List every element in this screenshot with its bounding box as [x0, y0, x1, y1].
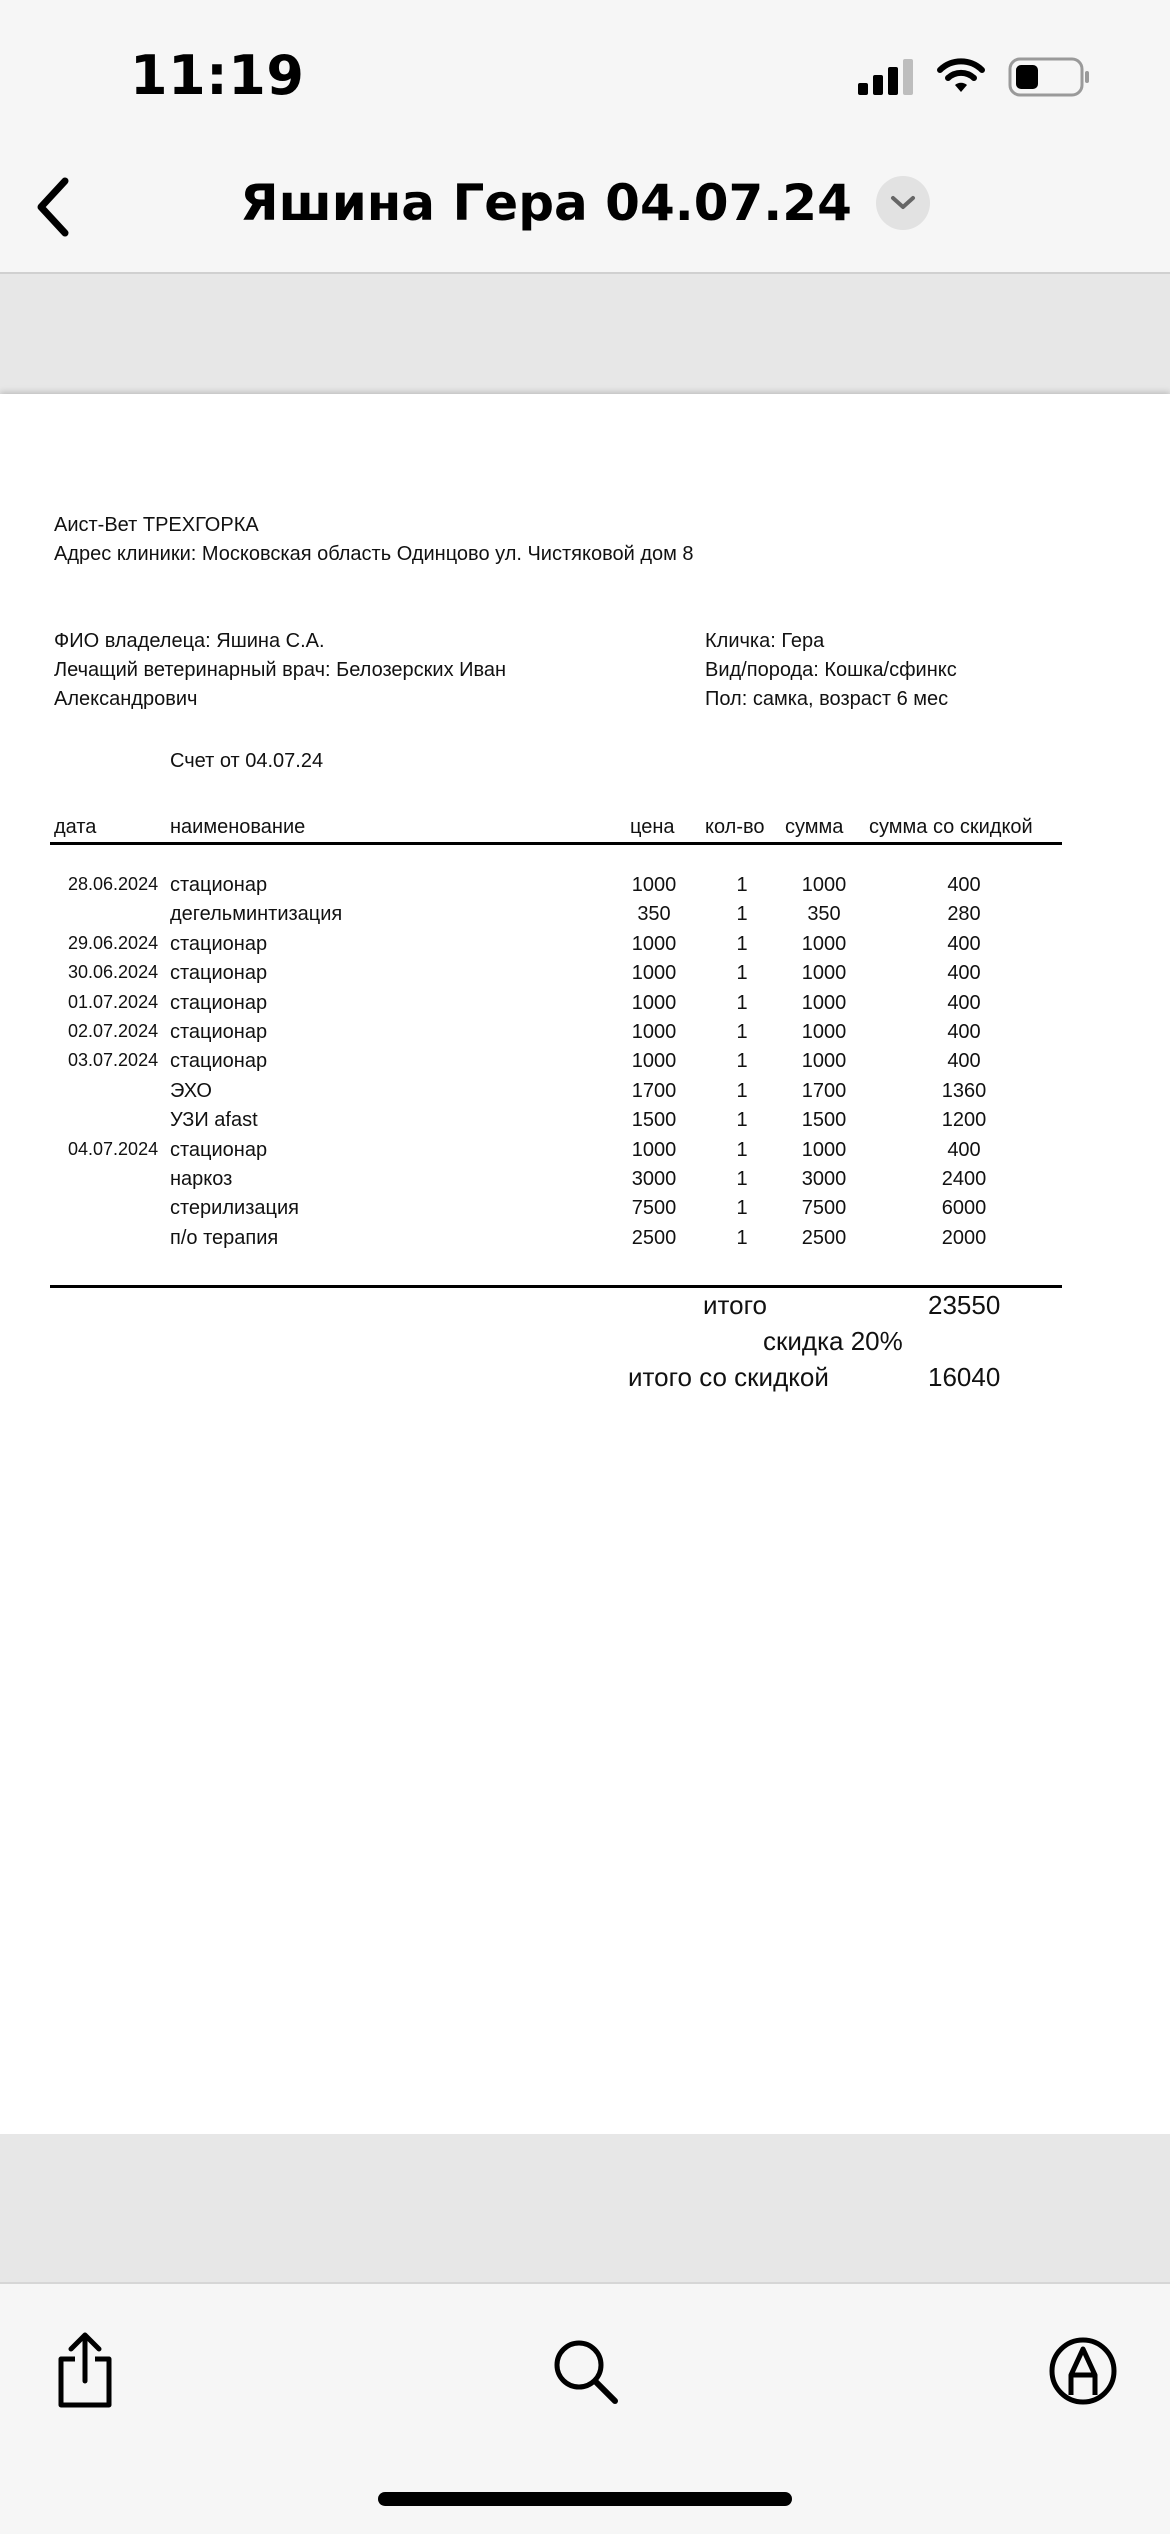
row-name: стационар — [170, 962, 268, 985]
row-qty: 1 — [736, 903, 748, 926]
navigation-bar — [0, 150, 1170, 274]
row-sum: 2500 — [801, 1226, 847, 1249]
row-sum: 1000 — [801, 991, 847, 1014]
row-price: 1000 — [631, 1050, 677, 1073]
bottom-toolbar — [0, 2282, 1170, 2534]
discount-label: скидка 20% — [763, 1326, 903, 1356]
signal-icon — [858, 59, 914, 95]
row-qty: 1 — [736, 962, 748, 985]
row-name: дегельминтизация — [170, 903, 343, 926]
chevron-down-icon — [890, 195, 916, 211]
title-menu-button[interactable] — [876, 176, 930, 230]
row-name: стационар — [170, 1138, 268, 1161]
clinic-address: Адрес клиники: Московская область Одинцово ул. Чистяковой дом 8 — [54, 543, 694, 565]
row-sum-discount: 400 — [947, 1050, 981, 1073]
header-price: цена — [630, 816, 675, 838]
header-divider — [50, 842, 1062, 845]
status-time: 11:19 — [130, 44, 305, 107]
row-sum-discount: 400 — [947, 962, 981, 985]
share-icon — [53, 2331, 117, 2411]
search-icon — [549, 2335, 621, 2407]
row-sum-discount: 400 — [947, 932, 981, 955]
row-name: стационар — [170, 991, 268, 1014]
header-sum-discount: сумма со скидкой — [869, 816, 1033, 838]
row-sum: 7500 — [801, 1197, 847, 1220]
invoice-title: Счет от 04.07.24 — [170, 750, 324, 772]
status-icons — [858, 54, 1090, 100]
row-date: 03.07.2024 — [68, 1050, 159, 1071]
row-name: стерилизация — [170, 1197, 299, 1220]
row-name: стационар — [170, 1021, 268, 1043]
row-sum-discount: 2000 — [941, 1226, 987, 1249]
page-gap-bottom — [0, 2134, 1170, 2282]
row-qty: 1 — [736, 1138, 748, 1161]
row-sum: 1000 — [801, 1050, 847, 1073]
total-value: 23550 — [928, 1290, 1001, 1320]
row-price: 7500 — [631, 1197, 677, 1220]
row-date: 02.07.2024 — [68, 1021, 159, 1041]
home-indicator — [378, 2492, 792, 2506]
status-bar — [0, 0, 1170, 150]
row-price: 2500 — [631, 1226, 677, 1249]
row-qty: 1 — [736, 1050, 748, 1073]
row-name: п/о терапия — [170, 1226, 279, 1249]
clinic-name: Аист-Вет ТРЕХГОРКА — [54, 514, 259, 536]
row-sum-discount: 6000 — [941, 1197, 987, 1220]
pet-name: Кличка: Гера — [705, 630, 825, 652]
pet-sex-age: Пол: самка, возраст 6 мес — [705, 688, 949, 710]
header-qty: кол-во — [705, 816, 765, 838]
row-sum: 1000 — [801, 1021, 847, 1043]
row-sum: 1700 — [801, 1079, 847, 1102]
row-sum-discount: 1360 — [941, 1079, 987, 1102]
row-price: 1500 — [631, 1109, 677, 1132]
row-sum: 1000 — [801, 962, 847, 985]
row-price: 3000 — [631, 1168, 677, 1190]
row-qty: 1 — [736, 1168, 748, 1190]
row-sum: 1000 — [801, 932, 847, 955]
row-price: 1000 — [631, 1138, 677, 1161]
total-discount-value: 16040 — [928, 1362, 1001, 1392]
owner-name: ФИО владелеца: Яшина С.А. — [54, 630, 325, 652]
row-date: 28.06.2024 — [68, 874, 159, 894]
header-sum: сумма — [785, 816, 844, 838]
row-sum: 1000 — [801, 874, 847, 896]
row-date: 30.06.2024 — [68, 962, 159, 983]
row-qty: 1 — [736, 1197, 748, 1220]
row-sum: 350 — [807, 903, 841, 926]
row-name: ЭХО — [170, 1079, 212, 1102]
row-price: 350 — [637, 903, 671, 926]
row-qty: 1 — [736, 932, 748, 955]
search-button[interactable] — [540, 2326, 630, 2416]
row-sum-discount: 2400 — [941, 1168, 987, 1190]
row-name: стационар — [170, 874, 268, 896]
row-qty: 1 — [736, 1079, 748, 1102]
total-label: итого — [703, 1290, 767, 1320]
row-date: 01.07.2024 — [68, 991, 159, 1012]
row-sum-discount: 400 — [947, 874, 981, 896]
document-page[interactable] — [0, 394, 1170, 2134]
doctor-line-1: Лечащий ветеринарный врач: Белозерских Иван — [54, 659, 507, 681]
row-sum-discount: 280 — [947, 903, 981, 926]
row-sum-discount: 400 — [947, 1021, 981, 1043]
totals-divider — [50, 1285, 1062, 1288]
row-qty: 1 — [736, 874, 748, 896]
row-qty: 1 — [736, 991, 748, 1014]
wifi-icon — [936, 58, 986, 96]
row-qty: 1 — [736, 1021, 748, 1043]
page-gap-top — [0, 274, 1170, 394]
row-price: 1000 — [631, 1021, 677, 1043]
row-price: 1000 — [631, 932, 677, 955]
document-title: Яшина Гера 04.07.24 — [240, 174, 852, 232]
row-sum-discount: 400 — [947, 991, 981, 1014]
row-sum-discount: 1200 — [941, 1109, 987, 1132]
markup-button[interactable] — [1038, 2326, 1128, 2416]
doctor-line-2: Александрович — [54, 688, 198, 710]
row-name: наркоз — [170, 1168, 233, 1190]
row-name: УЗИ afast — [170, 1109, 258, 1132]
row-sum-discount: 400 — [947, 1138, 981, 1161]
row-qty: 1 — [736, 1109, 748, 1132]
row-sum: 1000 — [801, 1138, 847, 1161]
row-price: 1000 — [631, 962, 677, 985]
battery-icon — [1008, 57, 1090, 97]
total-discount-label: итого со скидкой — [628, 1362, 829, 1392]
row-price: 1700 — [631, 1079, 677, 1102]
row-qty: 1 — [736, 1226, 748, 1249]
row-price: 1000 — [631, 874, 677, 896]
header-name: наименование — [170, 816, 306, 838]
share-button[interactable] — [40, 2326, 130, 2416]
row-sum: 3000 — [801, 1168, 847, 1190]
header-date: дата — [54, 816, 97, 838]
row-name: стационар — [170, 1050, 268, 1073]
markup-icon — [1047, 2335, 1119, 2407]
row-date: 29.06.2024 — [68, 932, 159, 953]
title-menu[interactable] — [0, 174, 1170, 232]
row-price: 1000 — [631, 991, 677, 1014]
row-name: стационар — [170, 932, 268, 955]
row-sum: 1500 — [801, 1109, 847, 1132]
pet-breed: Вид/порода: Кошка/сфинкс — [705, 659, 957, 681]
row-date: 04.07.2024 — [68, 1138, 159, 1159]
